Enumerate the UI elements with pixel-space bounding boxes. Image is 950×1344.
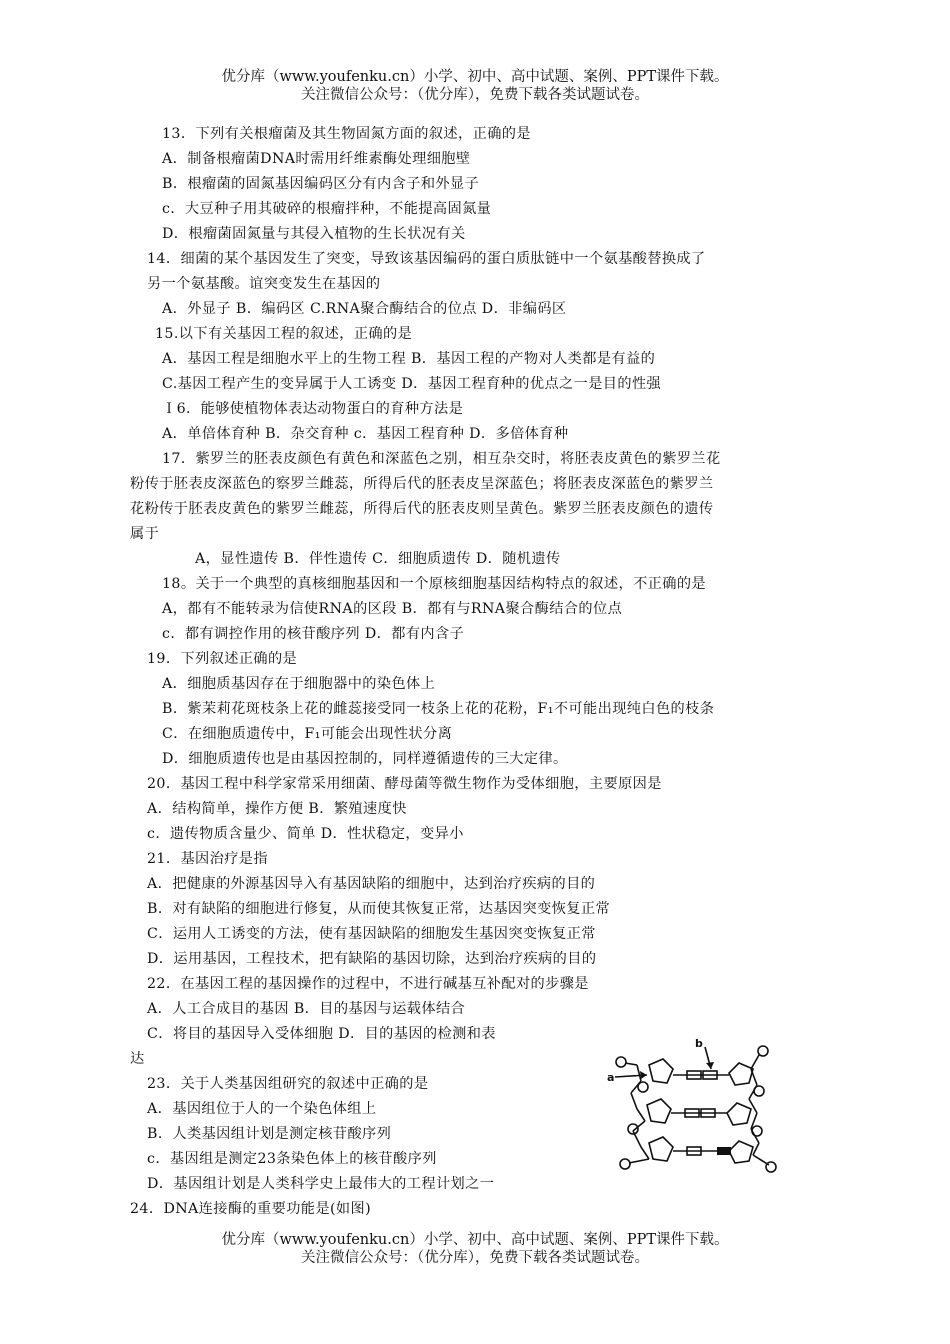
q13-stem: 13．下列有关根瘤菌及其生物固氮方面的叙述，正确的是 xyxy=(162,126,531,142)
base-3-right xyxy=(717,1147,731,1155)
q22-options-ab: A．人工合成目的基因 B．目的基因与运载体结合 xyxy=(147,1001,466,1017)
phosphate-7 xyxy=(752,1126,762,1136)
q17-stem-cont-1: 粉传于胚表皮深蓝色的察罗兰雌蕊，所得后代的胚表皮呈深蓝色；将胚表皮深蓝色的紫罗兰 xyxy=(130,476,714,492)
q21-option-b: B．对有缺陷的细胞进行修复，从而使其恢复正常，达基因突变恢复正常 xyxy=(147,901,611,917)
q22-stem: 22．在基因工程的基因操作的过程中，不进行碱基互补配对的步骤是 xyxy=(147,976,589,992)
left-backbone xyxy=(625,1063,649,1163)
q19-option-a: A．细胞质基因存在于细胞器中的染色体上 xyxy=(162,676,436,692)
q22-options-wrap: 达 xyxy=(130,1051,145,1067)
q20-stem: 20．基因工程中科学家常采用细菌、酵母菌等微生物作为受体细胞，主要原因是 xyxy=(147,776,662,792)
q23-option-b: B．人类基因组计划是测定核苷酸序列 xyxy=(147,1126,392,1142)
q17-stem-cont-2: 花粉传于胚表皮黄色的紫罗兰雌蕊，所得后代的胚表皮则呈黄色。紫罗兰胚表皮颜色的遗传 xyxy=(130,501,714,517)
sugar-right-1 xyxy=(729,1063,753,1085)
sugar-left-3 xyxy=(649,1137,673,1161)
footer-line-2: 关注微信公众号：（优分库），免费下载各类试题试卷。 xyxy=(301,1250,649,1266)
dna-ligase-diagram xyxy=(607,1035,787,1177)
q17-stem-cont-3: 属于 xyxy=(130,526,160,542)
q21-option-c: C．运用人工诱变的方法，使有基因缺陷的细胞发生基因突变恢复正常 xyxy=(147,926,596,942)
q23-option-a: A．基因组位于人的一个染色体组上 xyxy=(147,1101,377,1117)
phosphate-1 xyxy=(616,1057,626,1067)
q23-option-c: c．基因组是测定23条染色体上的核苷酸序列 xyxy=(147,1151,437,1167)
sugar-left-2 xyxy=(647,1099,671,1123)
header-line-1: 优分库（www.youfenku.cn）小学、初中、高中试题、案例、PPT课件下载。 xyxy=(221,69,729,85)
q20-options-cd: c．遗传物质含量少、简单 D．性状稳定，变异小 xyxy=(147,826,464,842)
phosphate-8 xyxy=(766,1162,776,1172)
q18-options-ab: A，都有不能转录为信使RNA的区段 B．都有与RNA聚合酶结合的位点 xyxy=(162,601,623,617)
q18-options-cd: c．都有调控作用的核苷酸序列 D．都有内含子 xyxy=(162,626,465,642)
phosphate-6 xyxy=(754,1086,764,1096)
q16-stem: Ｉ6．能够使植物体表达动物蛋白的育种方法是 xyxy=(162,401,464,417)
q13-option-b: B．根瘤菌的固氮基因编码区分有内含子和外显子 xyxy=(162,176,480,192)
sugar-left-1 xyxy=(649,1059,673,1083)
header-line-2: 关注微信公众号：（优分库），免费下载各类试题试卷。 xyxy=(301,87,649,103)
q24-stem: 24．DNA连接酶的重要功能是(如图) xyxy=(130,1201,372,1217)
q18-stem: 18。关于一个典型的真核细胞基因和一个原核细胞基因结构特点的叙述，不正确的是 xyxy=(162,576,707,592)
arrowhead-a xyxy=(640,1071,647,1079)
q14-stem-cont: 另一个氨基酸。谊突变发生在基因的 xyxy=(147,276,381,292)
q19-option-c: C．在细胞质遗传中，F₁可能会出现性状分离 xyxy=(162,726,453,742)
q23-option-d: D．基因组计划是人类科学史上最伟大的工程计划之一 xyxy=(147,1176,495,1192)
q23-stem: 23．关于人类基因组研究的叙述中正确的是 xyxy=(147,1076,429,1092)
phosphate-2 xyxy=(638,1082,648,1092)
q19-stem: 19．下列叙述正确的是 xyxy=(147,651,298,667)
q19-option-b: B．紫茉莉花斑枝条上花的雌蕊接受同一枝条上花的花粉，F₁不可能出现纯白色的枝条 xyxy=(162,701,715,717)
q20-options-ab: A．结构简单，操作方便 B．繁殖速度快 xyxy=(147,801,407,817)
sugar-right-3 xyxy=(729,1141,753,1163)
label-b: b xyxy=(695,1037,703,1050)
q13-option-c: c．大豆种子用其破碎的根瘤拌种，不能提高固氮量 xyxy=(162,201,492,217)
q17-stem: 17．紫罗兰的胚表皮颜色有黄色和深蓝色之别，相互杂交时，将胚表皮黄色的紫罗兰花 xyxy=(162,451,721,467)
q15-stem: 15.以下有关基因工程的叙述，正确的是 xyxy=(155,326,413,342)
q15-options-ab: A．基因工程是细胞水平上的生物工程 B．基因工程的产物对人类都是有益的 xyxy=(162,351,656,367)
q21-option-a: A．把健康的外源基因导入有基因缺陷的细胞中，达到治疗疾病的目的 xyxy=(147,876,596,892)
q19-option-d: D．细胞质遗传也是由基因控制的，同样遵循遗传的三大定律。 xyxy=(162,751,568,767)
label-a: a xyxy=(607,1071,615,1084)
q21-option-d: D．运用基因，工程技术，把有缺陷的基因切除，达到治疗疾病的目的 xyxy=(147,951,597,967)
q21-stem: 21．基因治疗是指 xyxy=(147,851,268,867)
q17-options: A，显性遗传 B．伴性遗传 C．细胞质遗传 D．随机遗传 xyxy=(195,551,561,567)
q14-options: A．外显子 B．编码区 C.RNA聚合酶结合的位点 D．非编码区 xyxy=(162,301,567,317)
footer-line-1: 优分库（www.youfenku.cn）小学、初中、高中试题、案例、PPT课件下载。 xyxy=(221,1232,729,1248)
q22-options-cd: C．将目的基因导入受体细胞 D．目的基因的检测和表 xyxy=(147,1026,496,1042)
q15-options-cd: C.基因工程产生的变异属于人工诱变 D．基因工程育种的优点之一是目的性强 xyxy=(162,376,662,392)
q13-option-d: D．根瘤菌固氮量与其侵入植物的生长状况有关 xyxy=(162,226,466,242)
q16-options: A．单倍体育种 B．杂交育种 c．基因工程育种 D．多倍体育种 xyxy=(162,426,569,442)
q13-option-a: A．制备根瘤菌DNA时需用纤维素酶处理细胞壁 xyxy=(162,151,471,167)
q14-stem: 14．细菌的某个基因发生了突变，导致该基因编码的蛋白质肽链中一个氨基酸替换成了 xyxy=(147,251,706,267)
phosphate-4 xyxy=(620,1159,630,1169)
sugar-right-2 xyxy=(727,1103,751,1125)
phosphate-5 xyxy=(758,1046,768,1056)
